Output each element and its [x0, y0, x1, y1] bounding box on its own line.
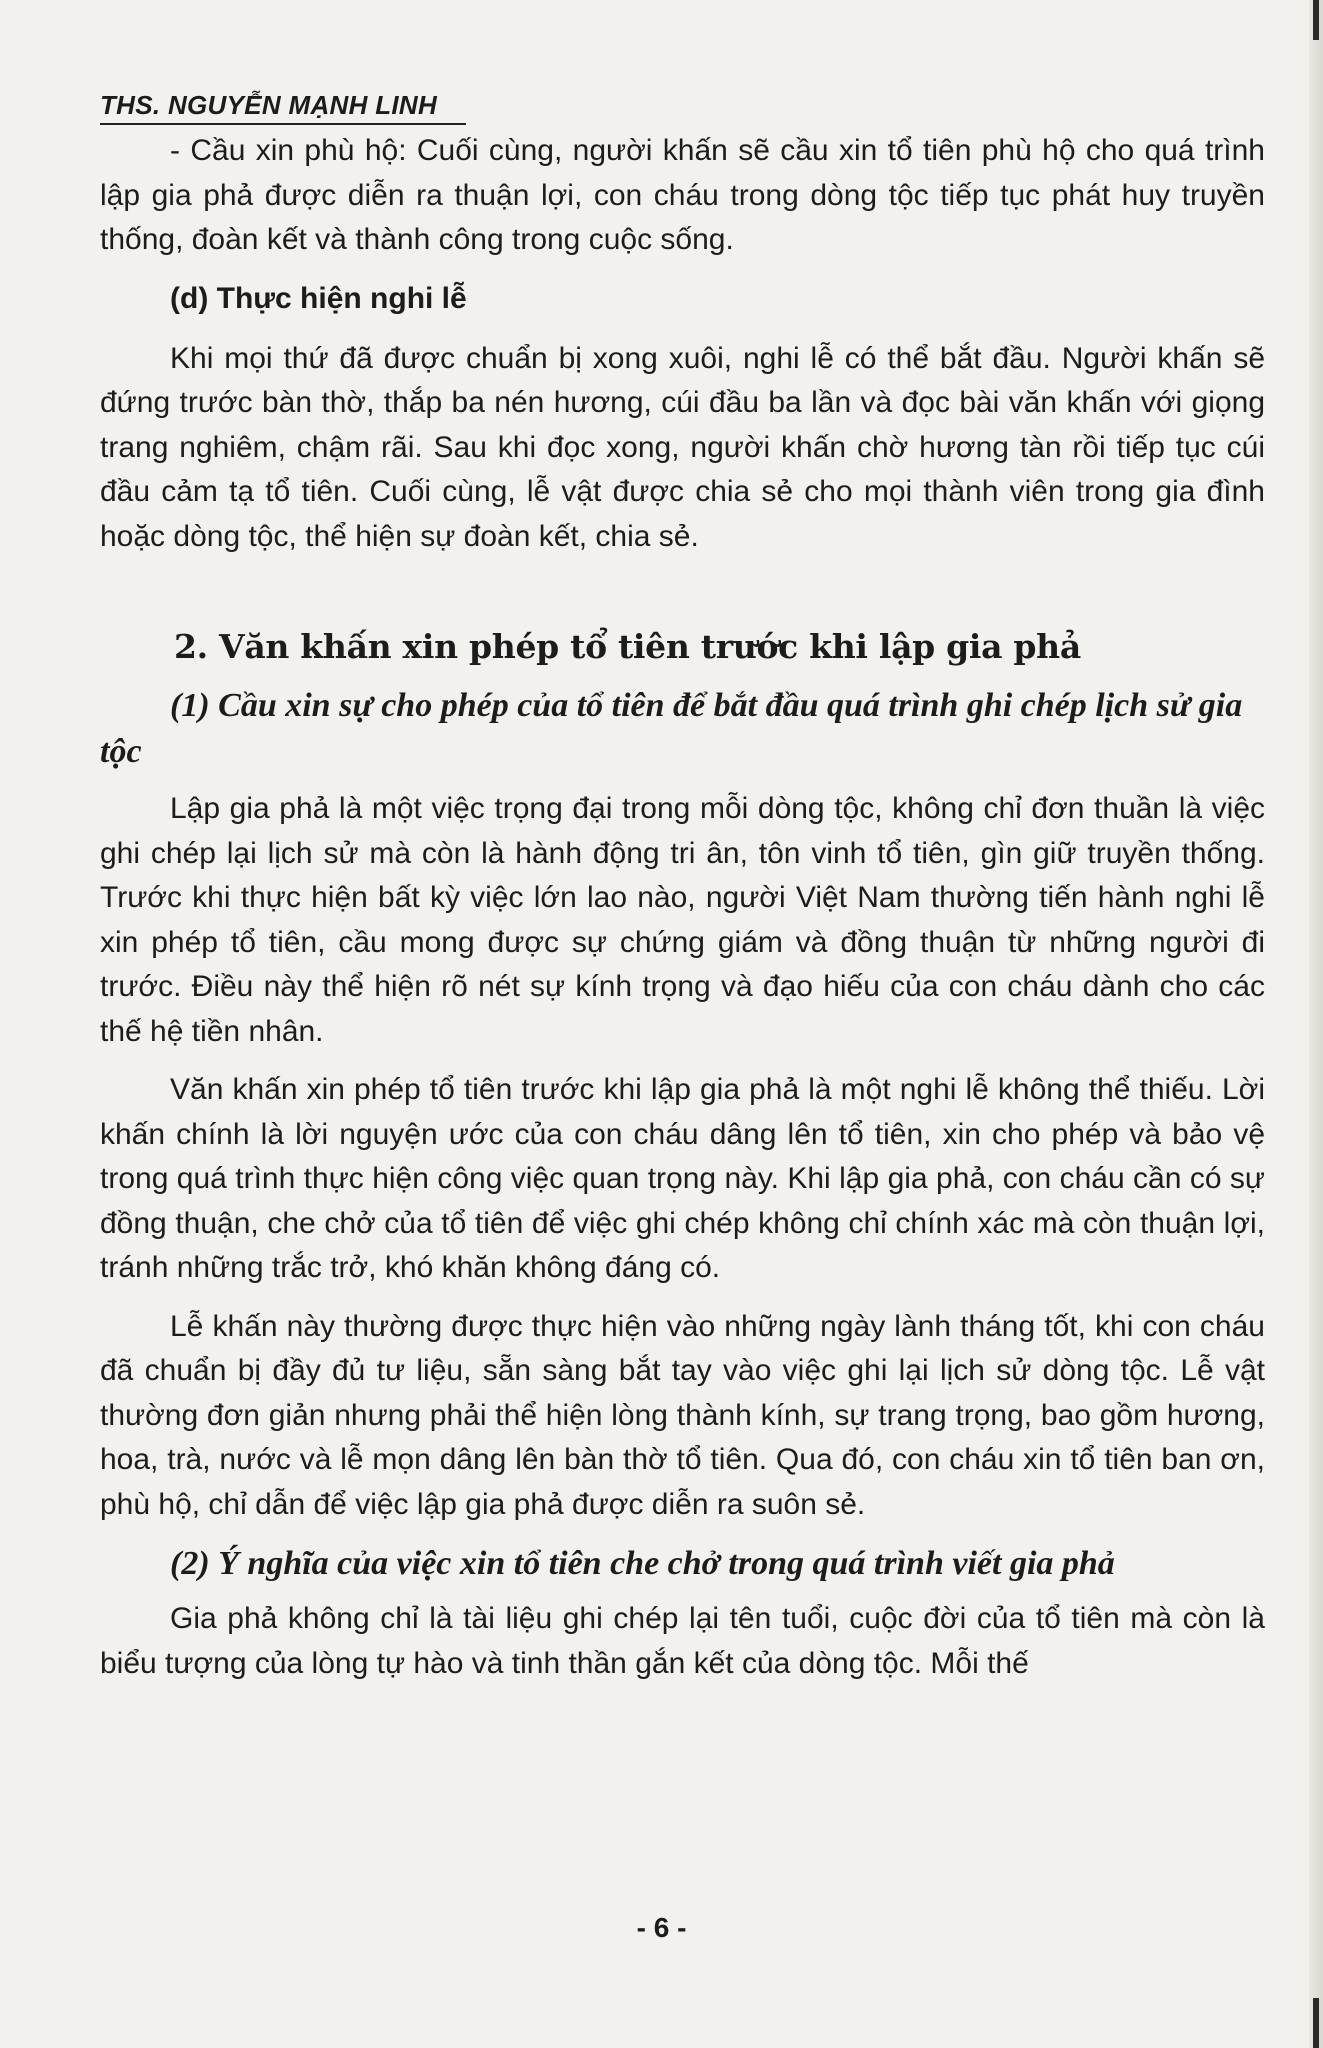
subheading-thuc-hien-nghi-le: (d) Thực hiện nghi lễ [170, 281, 467, 315]
section-heading-2: 2. Văn khấn xin phép tổ tiên trước khi lập gia phả [174, 627, 1081, 666]
paragraph-lap-gia-pha: Lập gia phả là một việc trọng đại trong mỗi dòng tộc, không chỉ đơn thuần là việc ghi chép lại lịch sử mà còn là hành động tri ân, tôn vinh tổ tiên, gìn giữ truyền thống. Trước khi thực hiện bất kỳ việc lớn lao nào, người Việt Nam thường tiến hành nghi lễ xin phép tổ tiên, cầu mong được sự chứng giám và đồng thuận từ những người đi trước. Điều này thể hiện rõ nét sự kính trọng và đạo hiếu của con cháu dành cho các thế hệ tiền nhân. [100, 792, 1265, 1048]
page-edge-mark-top [1313, 0, 1319, 40]
subheading-cau-xin-su-cho-phep: (1) Cầu xin sự cho phép của tổ tiên để bắt đầu quá trình ghi chép lịch sử gia tộc [100, 687, 1243, 770]
paragraph-van-khan: Văn khấn xin phép tổ tiên trước khi lập gia phả là một nghi lễ không thể thiếu. Lời khấn chính là lời nguyện ước của con cháu dâng lên tổ tiên, xin cho phép và bảo vệ trong quá trình thực hiện công việc quan trọng này. Khi lập gia phả, con cháu cần có sự đồng thuận, che chở của tổ tiên để việc ghi chép không chỉ chính xác mà còn thuận lợi, tránh những trắc trở, khó khăn không đáng có. [100, 1073, 1265, 1284]
running-header: THS. NGUYỄN MẠNH LINH [100, 90, 466, 125]
paragraph-cau-xin-phu-ho: - Cầu xin phù hộ: Cuối cùng, người khấn sẽ cầu xin tổ tiên phù hộ cho quá trình lập gia phả được diễn ra thuận lợi, con cháu trong dòng tộc tiếp tục phát huy truyền thống, đoàn kết và thành công trong cuộc sống. [100, 134, 1265, 256]
paragraph-nghi-le: Khi mọi thứ đã được chuẩn bị xong xuôi, nghi lễ có thể bắt đầu. Người khấn sẽ đứng trước bàn thờ, thắp ba nén hương, cúi đầu ba lần và đọc bài văn khấn với giọng trang nghiêm, chậm rãi. Sau khi đọc xong, người khấn chờ hương tàn rồi tiếp tục cúi đầu cảm tạ tổ tiên. Cuối cùng, lễ vật được chia sẻ cho mọi thành viên trong gia đình hoặc dòng tộc, thể hiện sự đoàn kết, chia sẻ. [100, 341, 1265, 553]
page-edge [1309, 0, 1323, 2048]
paragraph-le-khan: Lễ khấn này thường được thực hiện vào những ngày lành tháng tốt, khi con cháu đã chuẩn bị đầy đủ tư liệu, sẵn sàng bắt tay vào việc ghi lại lịch sử dòng tộc. Lễ vật thường đơn giản nhưng phải thể hiện lòng thành kính, sự trang trọng, bao gồm hương, hoa, trà, nước và lễ mọn dâng lên bàn thờ tổ tiên. Qua đó, con cháu xin tổ tiên ban ơn, phù hộ, chỉ dẫn để việc lập gia phả được diễn ra suôn sẻ. [100, 1309, 1265, 1521]
paragraph-gia-pha: Gia phả không chỉ là tài liệu ghi chép lại tên tuổi, cuộc đời của tổ tiên mà còn là biểu tượng của lòng tự hào và tinh thần gắn kết của dòng tộc. Mỗi thế [100, 1602, 1265, 1680]
page-number: - 6 - [636, 1912, 687, 1943]
page-content [100, 90, 1265, 1686]
page-edge-mark-bottom [1313, 1998, 1319, 2048]
subheading-y-nghia: (2) Ý nghĩa của việc xin tổ tiên che chở trong quá trình viết gia phả [170, 1545, 1115, 1582]
